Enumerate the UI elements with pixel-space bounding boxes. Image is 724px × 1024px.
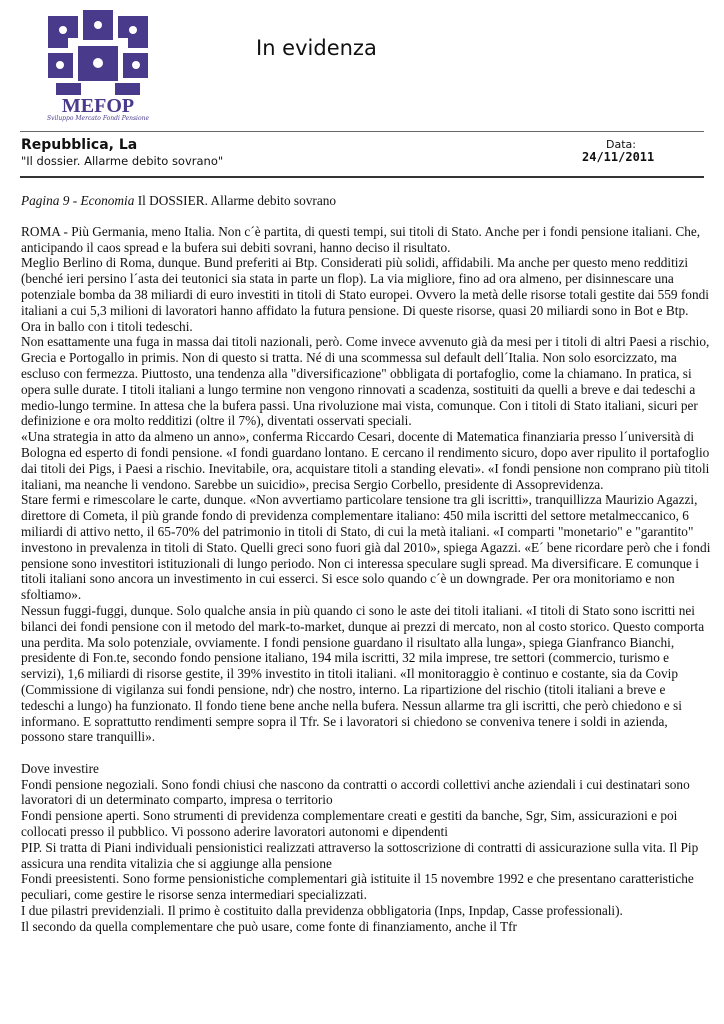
paragraph: Meglio Berlino di Roma, dunque. Bund preferiti ai Btp. Considerati più solidi, affidabili. Ma anche per questo meno redditizi (benché ieri persino l´asta dei teutonici sia stata in parte un flop). La via migliore, fino ad ora almeno, per disinnescare una potenziale bomba da 38 miliardi di euro investiti in titoli di Stato europei. Ovvero la metà delle risorse totali gestite dai 559 fondi italiani a cui 5,3 milioni di lavoratori hanno affidato la futura pensione. Di queste risorse, quasi 20 miliardi sono in Bot e Btp. Ora in ballo con i titoli tedeschi.	[21, 255, 709, 334]
mefop-logo	[28, 8, 168, 126]
logo-caption: Sviluppo Mercato Fondi Pensione	[46, 115, 150, 122]
date-label: Data:	[606, 138, 636, 151]
box-paragraph: PIP. Si tratta di Piani individuali pensionistici realizzati attraverso la sottoscrizione di contratti di assicurazione sulla vita. Il Pip assicura una rendita vitalizia che si aggiunge alla pensione	[21, 839, 699, 871]
article-kicker	[21, 193, 711, 209]
article-body	[21, 193, 711, 935]
box-paragraph: Fondi pensione aperti. Sono strumenti di previdenza complementare creati e gestiti da banche, Sgr, Sim, assicurazioni e poi collocati presso il pubblico. Vi possono aderire lavoratori autonomi e dipendenti	[21, 808, 678, 840]
kicker-title: Il DOSSIER. Allarme debito sovrano	[137, 193, 337, 208]
source-name: Repubblica, La	[21, 137, 138, 153]
kicker-page: Pagina 9 - Economia	[21, 193, 135, 208]
box-paragraph: Fondi preesistenti. Sono forme pensionistiche complementari già istituite il 15 novembre 1992 e che presentano caratteristiche peculiari, come gestire le risorse senza intermediari specializzati.	[21, 871, 694, 903]
paragraph: ROMA - Più Germania, meno Italia. Non c´è partita, di questi tempi, sui titoli di Stato. Anche per i fondi pensione italiani. Che, anticipando il caos spread e la bufera sui debiti sovrani, hanno deciso il risultato.	[21, 223, 701, 255]
box-heading: Dove investire	[21, 760, 99, 776]
header-divider	[20, 131, 704, 132]
paragraph: «Una strategia in atto da almeno un anno», conferma Riccardo Cesari, docente di Matematica finanziaria presso l´università di Bologna ed esperto di fondi pensione. «I fondi guardano lontano. E cercano il rendimento sicuro, dopo aver ripulito il portafoglio dai titoli dei Pigs, i Paesi a rischio. Inevitabile, ora, acquistare titoli a standing elevati». «I fondi pensione non comprano più titoli italiani, ma neanche li vendono. Sarebbe un suicidio», precisa Sergio Corbello, presidente di Assoprevidenza.	[21, 429, 710, 492]
box-paragraph: Il secondo da quella complementare che può usare, come fonte di finanziamento, anche il Tfr	[21, 918, 517, 934]
date-value: 24/11/2011	[582, 150, 655, 164]
page-title: In evidenza	[256, 36, 377, 60]
header-divider-bottom	[20, 176, 704, 178]
spacer	[21, 745, 711, 761]
box-paragraph: I due pilastri previdenziali. Il primo è costituito dalla previdenza obbligatoria (Inps, Inpdap, Casse professionali).	[21, 903, 623, 919]
paragraph: Nessun fuggi-fuggi, dunque. Solo qualche ansia in più quando ci sono le aste dei titoli italiani. «I titoli di Stato sono iscritti nei bilanci dei fondi pensione con il metodo del mark-to-market, dunque ai prezzi di mercato, non al costo storico. Questo comporta una perdita. Ma solo potenziale, ovviamente. I fondi pensione guardano il risultato alla lunga», spiega Gianfranco Bianchi, presidente di Fon.te, secondo fondo pensione italiano, 194 mila iscritti, 32 mila imprese, tre settori (commercio, turismo e servizi), 1,6 miliardi di risorse gestite, il 39% investito in titoli italiani. «Il monitoraggio è continuo e costante, sia da Covip (Commissione di vigilanza sui fondi pensione, ndr) che nostro, interno. La ripartizione del rischio (titoli italiani a breve e tedeschi a lungo) ha funzionato. Il fondo tiene bene anche nella bufera. Nessun allarme tra gli iscritti, che però chiedono e si informano. E soprattutto rendimenti sempre sopra il Tfr. Se i lavoratori si chiedono se conveniva tenere i soldi in azienda, possono stare tranquilli».	[21, 602, 705, 745]
paragraph: Stare fermi e rimescolare le carte, dunque. «Non avvertiamo particolare tensione tra gli iscritti», tranquillizza Maurizio Agazzi, direttore di Cometa, il più grande fondo di previdenza complementare italiano: 450 mila iscritti del settore metalmeccanico, 6 miliardi di attivo netto, il 65-70% del patrimonio in titoli di Stato, di cui la metà italiani. «I comparti "monetario" e "garantito" investono in prevalenza in titoli di Stato. Quelli greci sono fuori già dal 2010», spiega Agazzi. «E´ bene ricordare però che i fondi pensione sono investitori istituzionali di lungo periodo. Non ci interessa speculare sugli spread. Ma diversificare. E comunque i titoli italiani sono ancora un investimento in cui esserci. Si esce solo quando c´è un downgrade. Per ora monitoriamo e non sfoltiamo».	[21, 492, 711, 603]
paragraph: Non esattamente una fuga in massa dai titoli nazionali, però. Come invece avvenuto già da mesi per i titoli di altri Paesi a rischio, Grecia e Portogallo in primis. Non di questo si tratta. Né di una scommessa sul default dell´Italia. Non solo esorcizzato, ma escluso con fermezza. Piuttosto, una tendenza alla "diversificazione" obbligata di portafoglio, come la chiamano. In pratica, si opera sulle durate. I titoli italiani a lungo termine non vengono rinnovati a scadenza, sostituiti da quelli a breve e dai tedeschi a medio-lungo termine. In attesa che la bufera passi. Una rivoluzione mai vista, comunque. Con i titoli di Stato italiani, sicuri per definizione e ora molto redditizi (oltre il 7%), diventati osservati speciali.	[21, 334, 710, 429]
logo-text: MEFOP	[61, 95, 135, 117]
article-subtitle: "Il dossier. Allarme debito sovrano"	[21, 154, 224, 168]
box-paragraph: Fondi pensione negoziali. Sono fondi chiusi che nascono da contratti o accordi collettivi anche aziendali i cui destinatari sono lavoratori di un determinato comparto, impresa o territorio	[21, 776, 690, 808]
